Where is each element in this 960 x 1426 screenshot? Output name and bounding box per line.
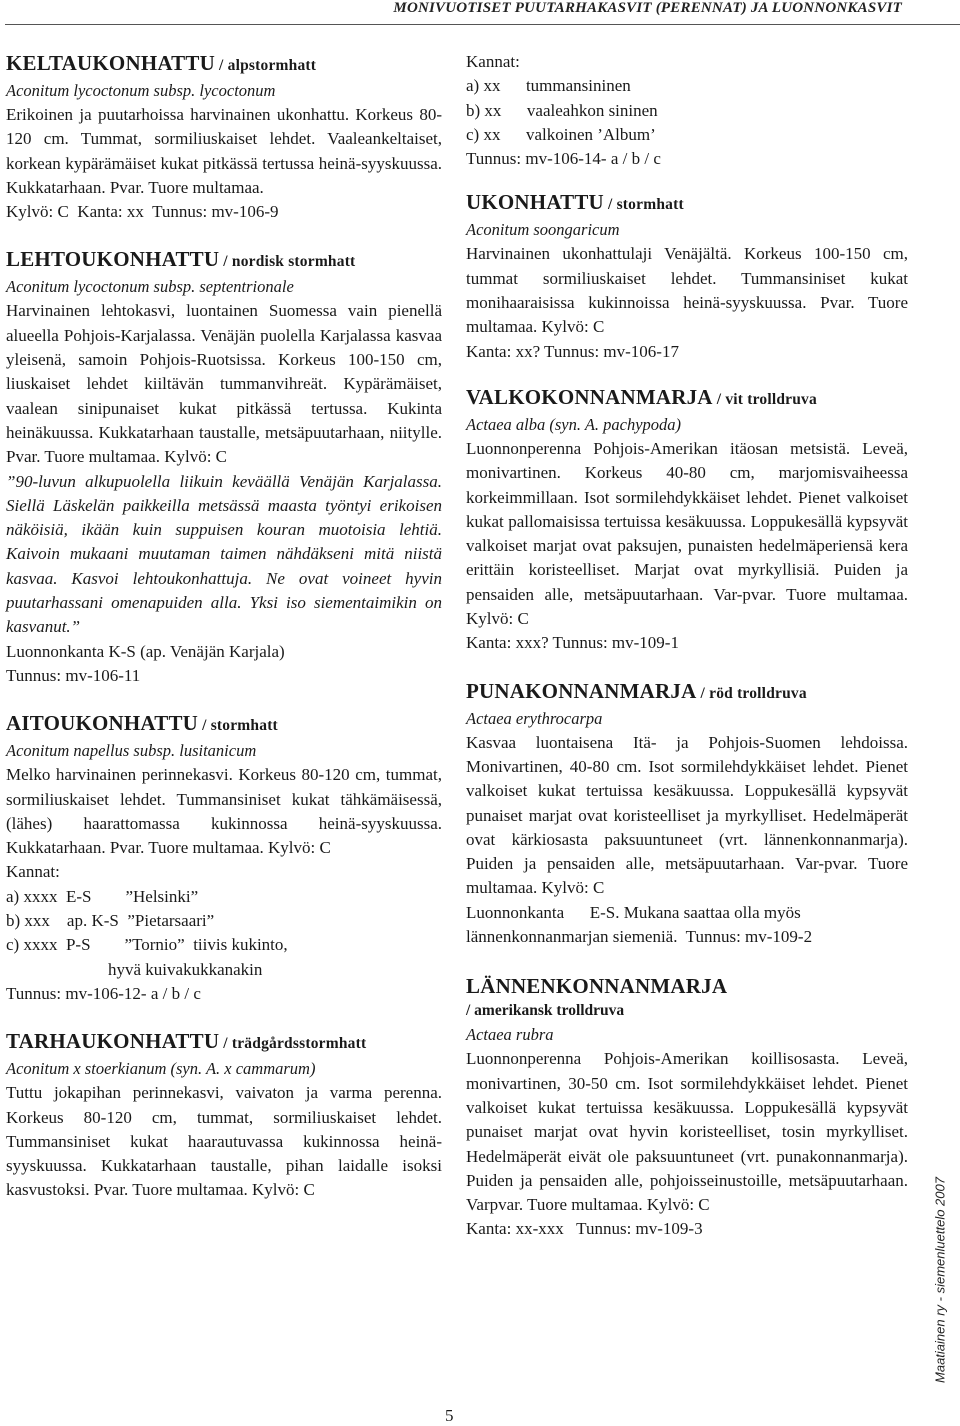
entry-description: Erikoinen ja puutarhoissa harvinainen ukonhattu. Korkeus 80-120 cm. Tummat, sormiliuskaiset lehdet. Vaaleankeltaiset, korkean kypärämäiset kukat pitkässä tertussa heinä-syyskuussa. Kukkatarhaan. Pvar. Tuore multamaa. bbox=[6, 105, 442, 197]
entry-description: Luonnonperenna Pohjois-Amerikan itäosan metsistä. Leveä, monivartinen. Korkeus 40-80 cm, marjomisvaiheessa korkeimmillaan. Isot sormilehdykkäiset lehdet. Pienet valkoiset kukat pallomaisissa tertuissa kesäkuussa. Loppukesällä kypsyvät valkoiset marjat ovat paksujen, punaisten hedelmäperiensä kera erittäin koristeelliset. Marjat ovat myrkyllisiä. Puiden ja pensaiden alle, metsäpuutarhaan. Var-pvar. Tuore multamaa. Kylvö: C bbox=[466, 438, 908, 629]
left-column bbox=[6, 50, 442, 1229]
latin-name: Aconitum lycoctonum subsp. lycoctonum bbox=[6, 81, 276, 100]
entry-title: PUNAKONNANMARJA / röd trolldruva bbox=[466, 678, 807, 703]
kannat-list bbox=[6, 885, 442, 982]
entry-code: Luonnonkanta E-S. Mukana saattaa olla myös lännenkonnanmarjan siemeniä. Tunnus: mv-109-2 bbox=[466, 902, 813, 947]
entry-title: TARHAUKONHATTU / trädgårdsstormhatt bbox=[6, 1029, 367, 1054]
entry-ukonhattu bbox=[466, 189, 908, 363]
entry-code: Tunnus: mv-106-14- a / b / c bbox=[466, 149, 661, 169]
latin-name: Actaea alba (syn. A. pachypoda) bbox=[466, 414, 682, 434]
entry-valkokonnanmarja bbox=[466, 384, 908, 656]
list-item: c) xx valkoinen ’Album’ bbox=[466, 124, 656, 144]
entry-title-sv: / amerikansk trolldruva bbox=[466, 1002, 625, 1020]
entry-description: Luonnonperenna Pohjois-Amerikan koillisosasta. Leveä, monivartinen, 30-50 cm. Isot sormilehdykkäiset lehdet. Pienet valkoiset kukat tertuissa kesäkuussa. Loppukesällä kypsyvät punaiset marjat ovat hyvin koristeelliset, tosin myrkylliset. Hedelmäperät eivät ole paksuuntuneet (vrt. punakonnanmarja). Puiden ja pensaiden alle, pohjoisseinustoille, metsäpuutarhaan. Varpvar. Tuore multamaa. Kylvö: C bbox=[466, 1049, 908, 1215]
list-item: hyvä kuivakukkanakin bbox=[6, 959, 263, 979]
list-item: b) xxx ap. K-S ”Pietarsaari” bbox=[6, 911, 215, 931]
entry-origin: Luonnonkanta K-S (ap. Venäjän Karjala) bbox=[6, 641, 285, 661]
kannat-label: Kannat: bbox=[6, 862, 60, 882]
entry-keltaukonhattu bbox=[6, 50, 442, 224]
entry-lannenkonnanmarja bbox=[466, 973, 908, 1241]
entry-title: UKONHATTU / stormhatt bbox=[466, 190, 684, 215]
list-item: b) xx vaaleahkon sininen bbox=[466, 100, 658, 120]
entry-title: KELTAUKONHATTU / alpstormhatt bbox=[6, 51, 317, 75]
entry-description: Harvinainen ukonhattulaji Venäjältä. Korkeus 100-150 cm, tummat sormiliuskaiset lehdet. Tummansiniset kukat monihaaraisissa kukinnoissa heinä-syyskuussa. Pvar. Tuore multamaa. Kylvö: C bbox=[466, 244, 908, 337]
entry-code: Tunnus: mv-106-12- a / b / c bbox=[6, 983, 201, 1003]
right-column bbox=[466, 50, 908, 1268]
entry-code: Kanta: xxx? Tunnus: mv-109-1 bbox=[466, 633, 679, 653]
latin-name: Actaea erythrocarpa bbox=[466, 708, 603, 728]
entry-kannat-continued bbox=[466, 50, 908, 171]
latin-name: Aconitum soongaricum bbox=[466, 220, 620, 240]
list-item: c) xxxx P-S ”Tornio” tiivis kukinto, bbox=[6, 935, 288, 955]
latin-name: Aconitum lycoctonum subsp. septentrionale bbox=[6, 277, 294, 297]
entry-code: Tunnus: mv-106-11 bbox=[6, 665, 141, 685]
list-item: a) xxxx E-S ”Helsinki” bbox=[6, 886, 199, 906]
kannat-label: Kannat: bbox=[466, 52, 520, 71]
latin-name: Aconitum napellus subsp. lusitanicum bbox=[6, 741, 257, 761]
entry-code: Kanta: xx-xxx Tunnus: mv-109-3 bbox=[466, 1219, 703, 1239]
entry-title: LÄNNENKONNANMARJA bbox=[466, 974, 728, 999]
entry-description: Kasvaa luontaisena Itä- ja Pohjois-Suomen lehdoissa. Monivartinen, 40-80 cm. Isot sormilehdykkäiset lehdet. Pienet valkoiset kukat tertuissa kesäkuussa. Loppukesällä kypsyvät punaiset marjat ovat koristeelliset ja myrkylliset. Hedelmäperät ovat kärkiosasta paksuuntuneet (vrt. lännenkonnanmarja). Puiden ja pensaiden alle, metsäpuutarhaan. Var-pvar. Tuore multamaa. Kylvö: C bbox=[466, 732, 908, 898]
sidebar-credit: Maatiainen ry - siemenluettelo 2007 bbox=[932, 1177, 948, 1383]
entry-lehtoukonhattu bbox=[6, 246, 442, 688]
entry-code: Kylvö: C Kanta: xx Tunnus: mv-106-9 bbox=[6, 202, 279, 222]
list-item: a) xx tummansininen bbox=[466, 76, 631, 96]
entry-quote: ”90-luvun alkupuolella liikuin keväällä Venäjän Karjalassa. Siellä Läskelän paikkeilla metsässä maasta työntyi erikoisen näköisiä, ikään kuin suppuisen kouran muotoisia lehtiä. Kaivoin mukaani muutaman taimen nähdäkseni mitä niistä kasvaa. Kasvoi lehtoukonhattuja. Ne ovat voineet hyvin puutarhassani omenapuiden alla. Yksi iso siementaimikin on kasvanut.” bbox=[6, 471, 442, 637]
header-rule bbox=[5, 24, 960, 25]
latin-name: Actaea rubra bbox=[466, 1025, 554, 1045]
entry-code: Kanta: xx? Tunnus: mv-106-17 bbox=[466, 341, 679, 361]
entry-title: AITOUKONHATTU / stormhatt bbox=[6, 711, 278, 736]
entry-punakonnanmarja bbox=[466, 678, 908, 950]
entry-title: VALKOKONNANMARJA / vit trolldruva bbox=[466, 384, 817, 409]
entry-tarhaukonhattu bbox=[6, 1028, 442, 1202]
entry-description: Harvinainen lehtokasvi, luontainen Suomessa vain pienellä alueella Pohjois-Karjalassa. Venäjän puolella Karjalassa kasvaa yleisenä, samoin Pohjois-Ruotsissa. Korkeus 100-150 cm, liuskaiset lehdet kiiltävän tummanvihreät. Kypärämäiset, vaalean sinipunaiset kukat pitkässä tertussa. Kukinta heinäkuussa. Kukkatarhaan taustalle, metsäpuutarhaan, niitylle. Pvar. Tuore multamaa. Kylvö: C bbox=[6, 301, 442, 467]
kannat-list bbox=[466, 74, 908, 147]
latin-name: Aconitum x stoerkianum (syn. A. x cammarum) bbox=[6, 1059, 316, 1079]
entry-title: LEHTOUKONHATTU / nordisk stormhatt bbox=[6, 247, 356, 272]
entry-description: Melko harvinainen perinnekasvi. Korkeus 80-120 cm, tummat, sormiliuskaiset lehdet. Tummansiniset kukat tähkämäisessä, (lähes) haarattomassa kukinnossa heinä-syyskuussa. Kukkatarhaan. Pvar. Tuore multamaa. Kylvö: C bbox=[6, 765, 442, 858]
entry-description: Tuttu jokapihan perinnekasvi, vaivaton ja varma perenna. Korkeus 80-120 cm, tummat, sormiliuskaiset lehdet. Tummansiniset kukat haarautuvassa kukinnossa heinä-syyskuussa. Kukkatarhaan taustalle, pihan laidalle isoksi kasvustoksi. Pvar. Tuore multamaa. Kylvö: C bbox=[6, 1083, 442, 1200]
entry-aitoukonhattu bbox=[6, 710, 442, 1006]
running-header: MONIVUOTISET PUUTARHAKASVIT (PERENNAT) JA LUONNONKASVIT bbox=[393, 0, 902, 16]
page-number: 5 bbox=[445, 1406, 454, 1425]
